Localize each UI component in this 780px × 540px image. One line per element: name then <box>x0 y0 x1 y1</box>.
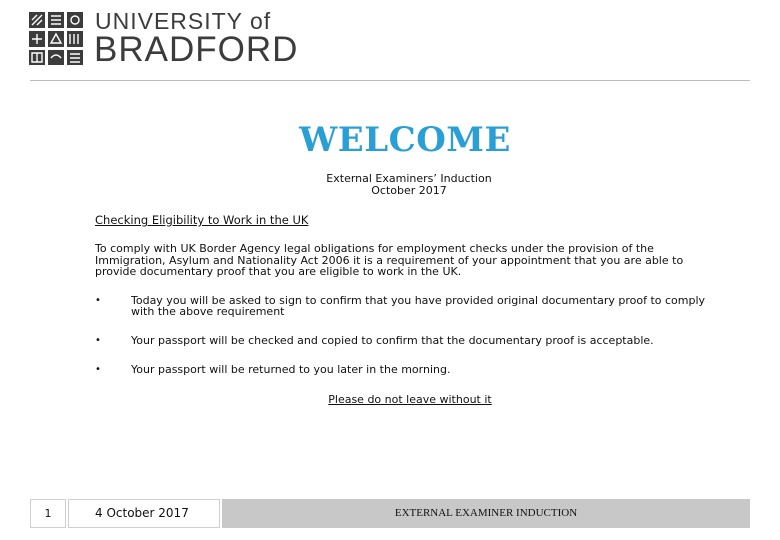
header-divider <box>30 80 750 81</box>
bullet-icon: • <box>95 364 101 375</box>
university-logo-icon <box>29 12 84 65</box>
footer-date: 4 October 2017 <box>68 499 220 528</box>
slide-number: 1 <box>30 499 66 528</box>
list-item-text: Your passport will be returned to you later in the morning. <box>131 363 451 376</box>
subtitle-line-2: October 2017 <box>371 184 447 197</box>
list-item-text: Today you will be asked to sign to confirm that you have provided original documentary proof to comply with the above requirement <box>131 294 706 318</box>
bullet-icon: • <box>95 335 101 346</box>
page-title: WELCOME <box>299 120 511 160</box>
logo-text-university: UNIVERSITY of <box>95 8 272 34</box>
subtitle-line-1: External Examiners’ Induction <box>326 172 492 185</box>
section-heading: Checking Eligibility to Work in the UK <box>95 213 309 227</box>
bullet-icon: • <box>95 295 101 306</box>
subtitle <box>0 173 780 197</box>
intro-paragraph: To comply with UK Border Agency legal obligations for employment checks under the provision of the Immigration, Asylum and Nationality Act 2006 it is a requirement of your appointment that you are able to provide documentary proof that you are eligible to work in the UK. <box>95 242 684 278</box>
list-item-text: Your passport will be checked and copied to confirm that the documentary proof is acceptable. <box>131 334 654 347</box>
logo-text-bradford: BRADFORD <box>94 30 299 69</box>
warning-note: Please do not leave without it <box>328 393 492 406</box>
footer-title: EXTERNAL EXAMINER INDUCTION <box>394 507 578 519</box>
